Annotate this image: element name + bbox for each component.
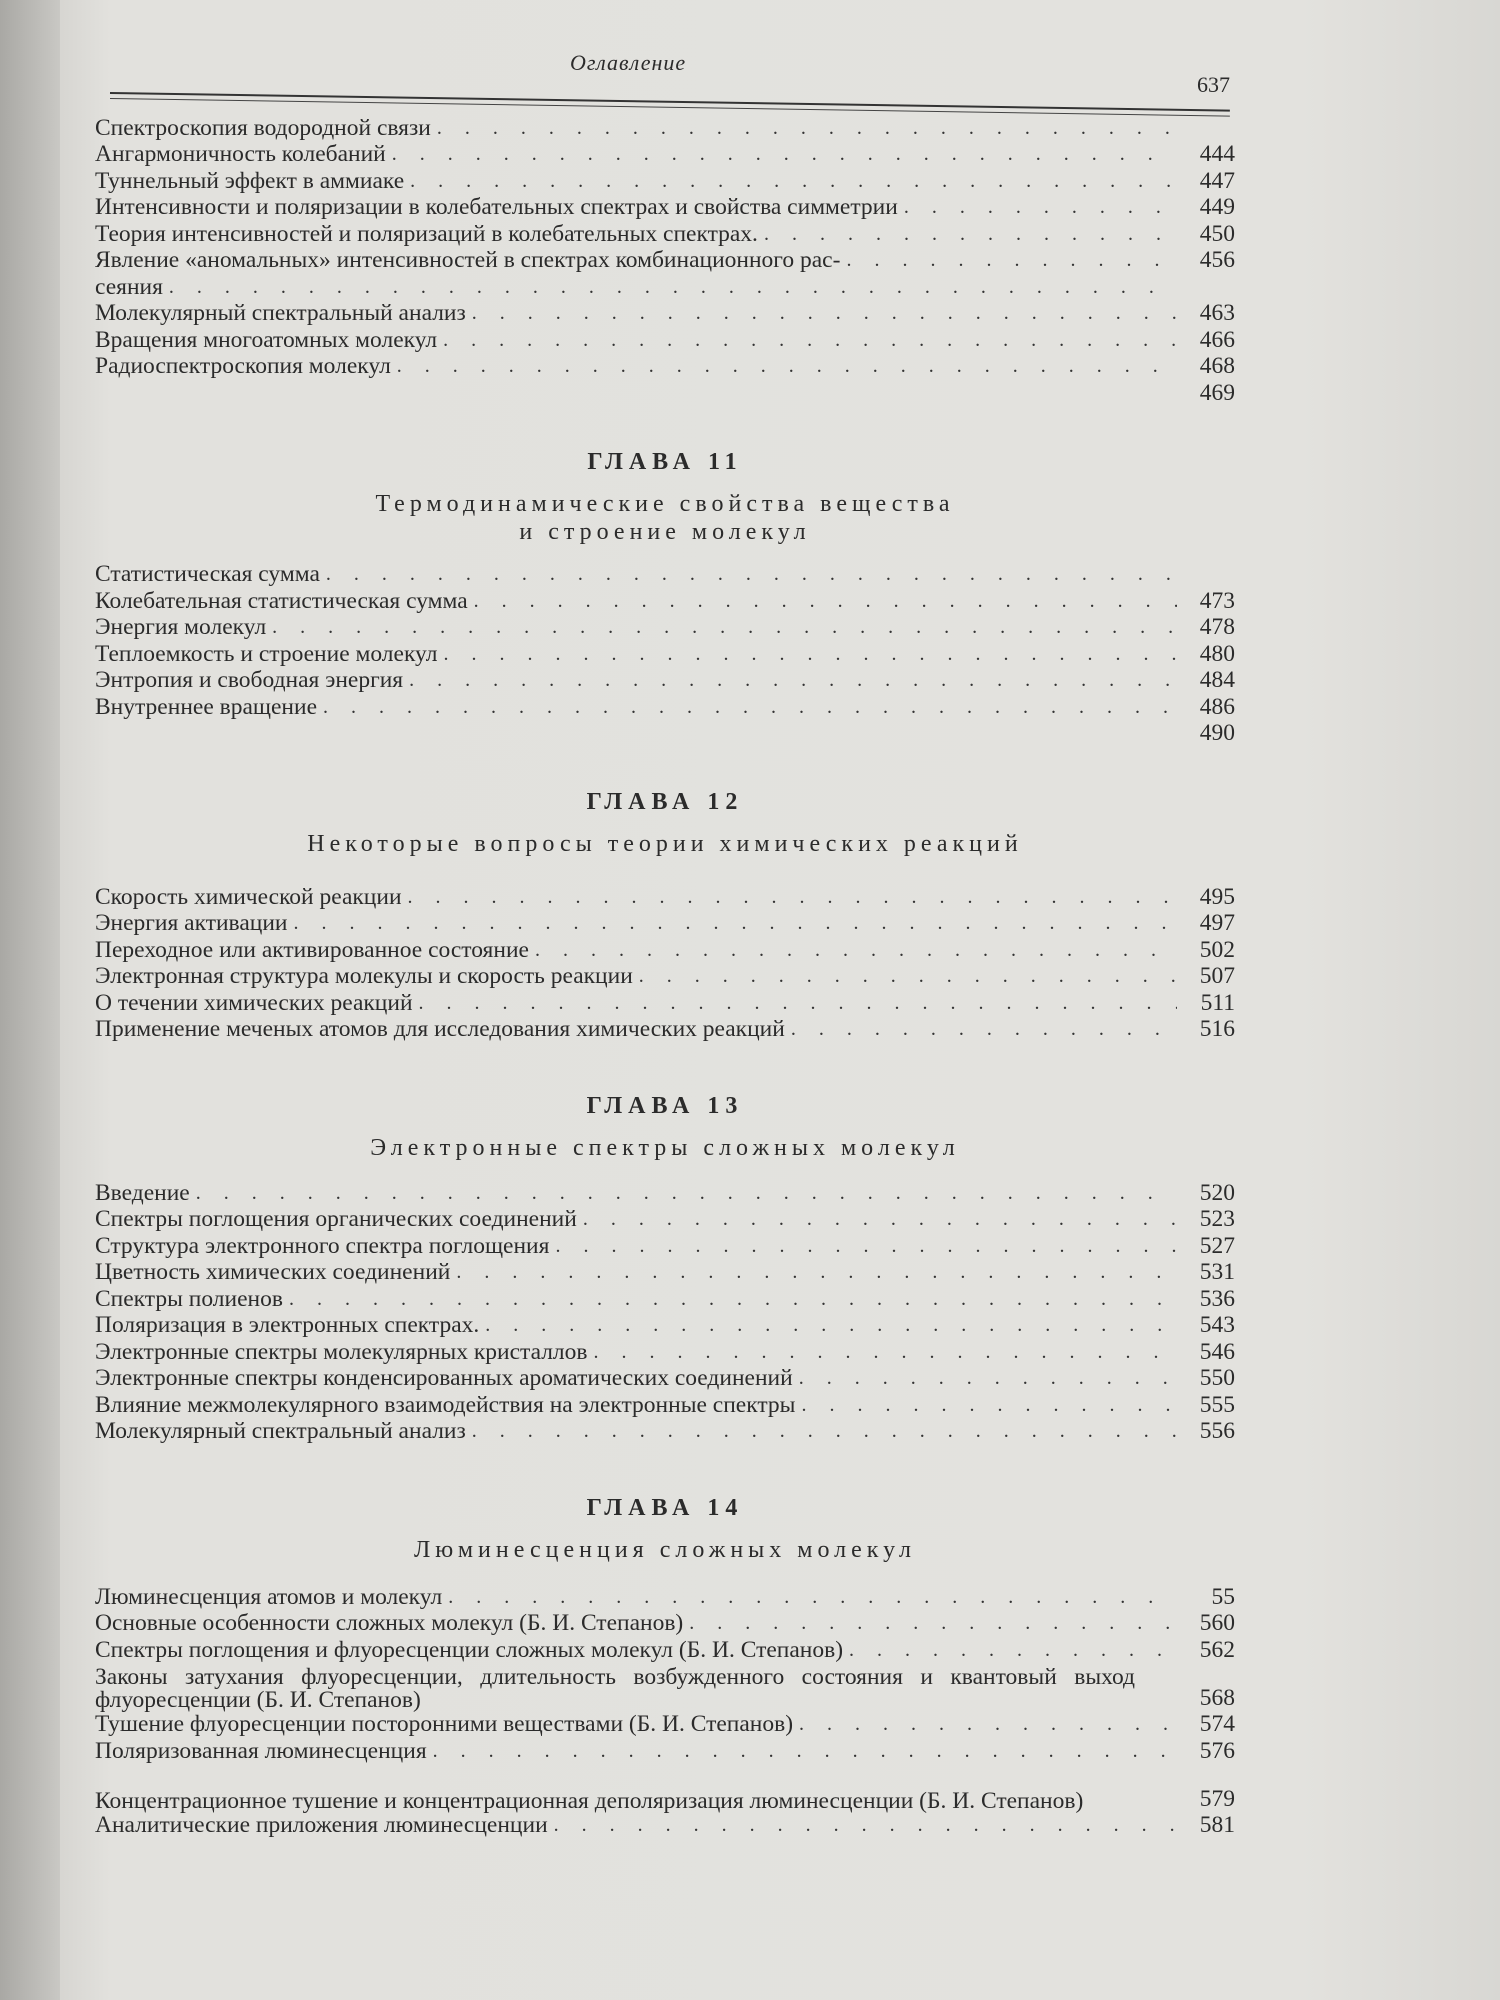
chapter-heading — [105, 789, 1225, 858]
toc-entry — [95, 1664, 1235, 1712]
toc-entry — [95, 1765, 1235, 1813]
toc-entry-page: 543 — [1199, 1312, 1235, 1338]
leader-dots — [437, 115, 1177, 142]
leader-dots — [764, 221, 1177, 248]
toc-entry-title: Электронная структура молекулы и скорость реакции — [95, 963, 633, 989]
toc-entry-page: 568 — [1199, 1684, 1235, 1711]
toc-entry-page: 478 — [1199, 614, 1235, 640]
chapter-number: ГЛАВА 12 — [586, 789, 744, 815]
toc-entry — [95, 1392, 1235, 1419]
toc-entry-page: 507 — [1199, 963, 1235, 989]
toc-entry-title: Вращения многоатомных молекул — [95, 326, 438, 353]
toc-entry-title: Поляризация в электронных спектрах. — [95, 1312, 480, 1338]
chapter-heading — [105, 449, 1225, 546]
toc-entry-title: Внутреннее вращение — [95, 693, 318, 720]
toc-entry-title: Электронные спектры молекулярных кристаллов — [95, 1338, 588, 1365]
chapter-entries — [95, 884, 1235, 1043]
toc-entry — [95, 1584, 1235, 1611]
toc-entry-page: 449 — [1199, 194, 1235, 220]
leader-dots — [456, 1259, 1177, 1286]
toc-entry-title: Спектроскопия водородной связи — [95, 114, 431, 141]
toc-entry-page: 466 — [1199, 326, 1235, 353]
toc-entry-page: 560 — [1199, 1610, 1235, 1636]
leader-dots — [799, 1365, 1177, 1392]
toc-entry-page: 531 — [1199, 1259, 1235, 1285]
toc-entry — [95, 248, 1235, 275]
toc-entry — [95, 668, 1235, 695]
toc-entry-page: 555 — [1199, 1391, 1235, 1418]
leader-dots — [846, 247, 1177, 274]
toc-entry-title: О течении химических реакций — [95, 989, 413, 1016]
toc-entry-title: Туннельный эффект в аммиаке — [95, 167, 405, 194]
leader-dots — [272, 614, 1177, 641]
leader-dots — [169, 274, 1177, 301]
top-entries — [95, 115, 1235, 407]
leader-dots — [555, 1233, 1177, 1260]
toc-entry-title: Концентрационное тушение и концентрационная деполяризация люминесценции (Б. И. Степанов) — [95, 1787, 1084, 1814]
toc-entry — [95, 884, 1235, 911]
chapter-title: Электронные спектры сложных молекул — [370, 1135, 960, 1161]
toc-entry-page: 527 — [1199, 1232, 1235, 1259]
toc-entry — [95, 694, 1235, 721]
leader-dots — [443, 327, 1177, 354]
toc-entry-page: 523 — [1199, 1206, 1235, 1232]
chapter-title: Термодинамические свойства вещества — [375, 490, 955, 517]
toc-entry — [95, 1339, 1235, 1366]
toc-entry-title: Энтропия и свободная энергия — [95, 667, 404, 693]
toc-entry-title: Колебательная статистическая сумма — [95, 587, 468, 614]
leader-dots — [326, 561, 1177, 588]
toc-entry — [95, 1419, 1235, 1446]
toc-entry — [95, 1286, 1235, 1313]
chapter-title-line2: и строение молекул — [519, 518, 811, 545]
toc-entry-page: 55 — [1211, 1583, 1235, 1610]
toc-entry-page: 456 — [1199, 247, 1235, 273]
leader-dots — [485, 1312, 1177, 1339]
leader-dots — [323, 694, 1177, 721]
leader-dots — [433, 1738, 1177, 1765]
toc-entry — [95, 1313, 1235, 1340]
toc-entry — [95, 1017, 1235, 1044]
toc-entry — [95, 588, 1235, 615]
leader-dots — [408, 884, 1177, 911]
toc-entry — [95, 1611, 1235, 1638]
toc-entry-title: Энергия молекул — [95, 614, 267, 640]
toc-entry-page: 484 — [1199, 667, 1235, 693]
toc-entry-title: Скорость химической реакции — [95, 883, 402, 910]
header-title: Оглавление — [570, 50, 687, 75]
toc-entry-title: Электронные спектры конденсированных ароматических соединений — [95, 1365, 793, 1391]
toc-entry — [95, 937, 1235, 964]
toc-entry — [95, 168, 1235, 195]
toc-entry-title: Цветность химических соединений — [95, 1259, 451, 1285]
toc-entry-page: 502 — [1199, 936, 1235, 963]
page-gutter — [0, 0, 60, 2000]
toc-entry-page: 574 — [1199, 1711, 1235, 1737]
toc-entry — [95, 1712, 1235, 1739]
toc-entry-page: 536 — [1199, 1285, 1235, 1312]
toc-entry — [95, 1260, 1235, 1287]
toc-entry-title: Люминесценция атомов и молекул — [95, 1583, 443, 1610]
leader-dots — [397, 353, 1177, 380]
leader-dots — [689, 1610, 1177, 1637]
toc-entry-page: 486 — [1199, 693, 1235, 720]
toc-entry-title: Тушение флуоресценции посторонними веществами (Б. И. Степанов) — [95, 1711, 794, 1737]
leader-dots — [448, 1584, 1177, 1611]
toc-entry — [95, 1637, 1235, 1664]
toc-entry — [95, 115, 1235, 142]
leader-dots — [419, 990, 1177, 1017]
chapter-title: Некоторые вопросы теории химических реакций — [307, 831, 1023, 857]
toc-entry-page: 511 — [1200, 989, 1235, 1016]
toc-entry-title: Спектры поглощения органических соединений — [95, 1206, 577, 1232]
leader-dots — [392, 141, 1177, 168]
toc-entry-title: Статистическая сумма — [95, 561, 320, 587]
toc-entry-title: Ангармоничность колебаний — [95, 141, 386, 167]
toc-entry-title: Молекулярный спектральный анализ — [95, 1418, 466, 1444]
toc-entry — [95, 327, 1235, 354]
toc-entry-page: 520 — [1199, 1179, 1235, 1206]
toc-entry — [95, 1233, 1235, 1260]
toc-entry-title: Спектры поглощения и флуоресценции сложных молекул (Б. И. Степанов) — [95, 1636, 844, 1663]
toc-entry — [95, 1180, 1235, 1207]
chapter-heading — [105, 1495, 1225, 1564]
chapter-heading — [105, 1093, 1225, 1162]
toc-entry — [95, 721, 1235, 748]
toc-entry-title: Радиоспектроскопия молекул — [95, 353, 391, 379]
header-rule — [110, 92, 1230, 112]
toc-entry-page: 550 — [1199, 1365, 1235, 1391]
toc-entry-page: 480 — [1199, 640, 1235, 667]
leader-dots — [791, 1016, 1177, 1043]
toc-entry — [95, 354, 1235, 381]
table-of-contents — [95, 115, 1235, 1839]
toc-entry-page: 495 — [1199, 883, 1235, 910]
leader-dots — [294, 910, 1178, 937]
toc-entry-page: 579 — [1199, 1785, 1235, 1812]
leader-dots — [472, 300, 1177, 327]
header-page-number: 637 — [1197, 72, 1230, 97]
toc-entry — [95, 562, 1235, 589]
toc-entry — [95, 221, 1235, 248]
toc-entry-title: Законы затухания флуоресценции, длительность возбужденного состояния и квантовый выход флуоресценции (Б. И. Степанов) — [95, 1663, 1135, 1713]
toc-entry — [95, 964, 1235, 991]
toc-entry — [95, 615, 1235, 642]
toc-entry-title: Основные особенности сложных молекул (Б. И. Степанов) — [95, 1610, 684, 1636]
chapter-title: Люминесценция сложных молекул — [413, 1537, 917, 1563]
leader-dots — [849, 1637, 1177, 1664]
toc-entry-page: 516 — [1199, 1016, 1235, 1042]
leader-dots — [594, 1339, 1177, 1366]
toc-entry — [95, 301, 1235, 328]
toc-entry-page: 469 — [1199, 379, 1235, 406]
toc-entry-page: 450 — [1199, 220, 1235, 247]
chapter-number: ГЛАВА 11 — [587, 448, 743, 475]
toc-entry-title: Аналитические приложения люминесценции — [95, 1812, 548, 1838]
leader-dots — [289, 1286, 1177, 1313]
toc-entry — [95, 1738, 1235, 1765]
leader-dots — [196, 1180, 1177, 1207]
toc-entry — [95, 641, 1235, 668]
toc-entry-page: 473 — [1199, 587, 1235, 614]
leader-dots — [410, 168, 1177, 195]
toc-entry-page: 562 — [1199, 1636, 1235, 1663]
toc-entry-page: 490 — [1199, 720, 1235, 746]
leader-dots — [554, 1812, 1177, 1839]
leader-dots — [474, 588, 1177, 615]
toc-entry-title: Применение меченых атомов для исследования химических реакций — [95, 1016, 785, 1042]
chapter-number: ГЛАВА 13 — [586, 1093, 744, 1119]
toc-entry-title: Введение — [95, 1179, 190, 1206]
toc-entry-title: Энергия активации — [95, 910, 288, 936]
leader-dots — [801, 1392, 1177, 1419]
toc-entry-title: Поляризованная люминесценция — [95, 1737, 427, 1764]
chapter-entries — [95, 1584, 1235, 1839]
leader-dots — [409, 667, 1177, 694]
leader-dots — [639, 963, 1177, 990]
toc-entry-title: Теория интенсивностей и поляризаций в колебательных спектрах. — [95, 220, 758, 247]
toc-entry-page: 576 — [1199, 1737, 1235, 1764]
toc-entry — [95, 1366, 1235, 1393]
toc-entry-title: Переходное или активированное состояние — [95, 936, 529, 963]
toc-entry — [95, 1813, 1235, 1840]
toc-entry-page: 463 — [1199, 300, 1235, 326]
chapter-number: ГЛАВА 14 — [586, 1495, 744, 1521]
toc-entry-page: 581 — [1199, 1812, 1235, 1838]
toc-entry — [95, 1207, 1235, 1234]
toc-entry — [95, 380, 1235, 407]
toc-entry-title: сеяния — [95, 273, 163, 300]
leader-dots — [535, 937, 1177, 964]
toc-entry-title: Молекулярный спектральный анализ — [95, 300, 466, 326]
toc-entry — [95, 911, 1235, 938]
toc-entry — [95, 990, 1235, 1017]
toc-entry-title: Теплоемкость и строение молекул — [95, 640, 438, 667]
toc-entry — [95, 142, 1235, 169]
toc-entry-title: Влияние межмолекулярного взаимодействия на электронные спектры — [95, 1391, 796, 1418]
toc-entry-page: 546 — [1199, 1338, 1235, 1365]
toc-entry-title: Явление «аномальных» интенсивностей в спектрах комбинационного рас- — [95, 247, 841, 273]
toc-entry-page: 468 — [1199, 353, 1235, 379]
leader-dots — [444, 641, 1178, 668]
leader-dots — [904, 194, 1177, 221]
toc-entry — [95, 274, 1235, 301]
toc-entry-page: 556 — [1199, 1418, 1235, 1444]
running-header — [110, 40, 1230, 120]
toc-entry-page: 444 — [1199, 141, 1235, 167]
toc-entry-page: 497 — [1199, 910, 1235, 936]
toc-entry-title: Интенсивности и поляризации в колебательных спектрах и свойства симметрии — [95, 194, 898, 220]
chapter-entries — [95, 1180, 1235, 1445]
toc-entry-page: 447 — [1199, 167, 1235, 194]
leader-dots — [583, 1206, 1177, 1233]
leader-dots — [799, 1711, 1177, 1738]
chapter-entries — [95, 562, 1235, 748]
leader-dots — [472, 1418, 1177, 1445]
toc-entry-title: Спектры полиенов — [95, 1285, 283, 1312]
toc-entry-title: Структура электронного спектра поглощения — [95, 1232, 550, 1259]
toc-entry — [95, 195, 1235, 222]
